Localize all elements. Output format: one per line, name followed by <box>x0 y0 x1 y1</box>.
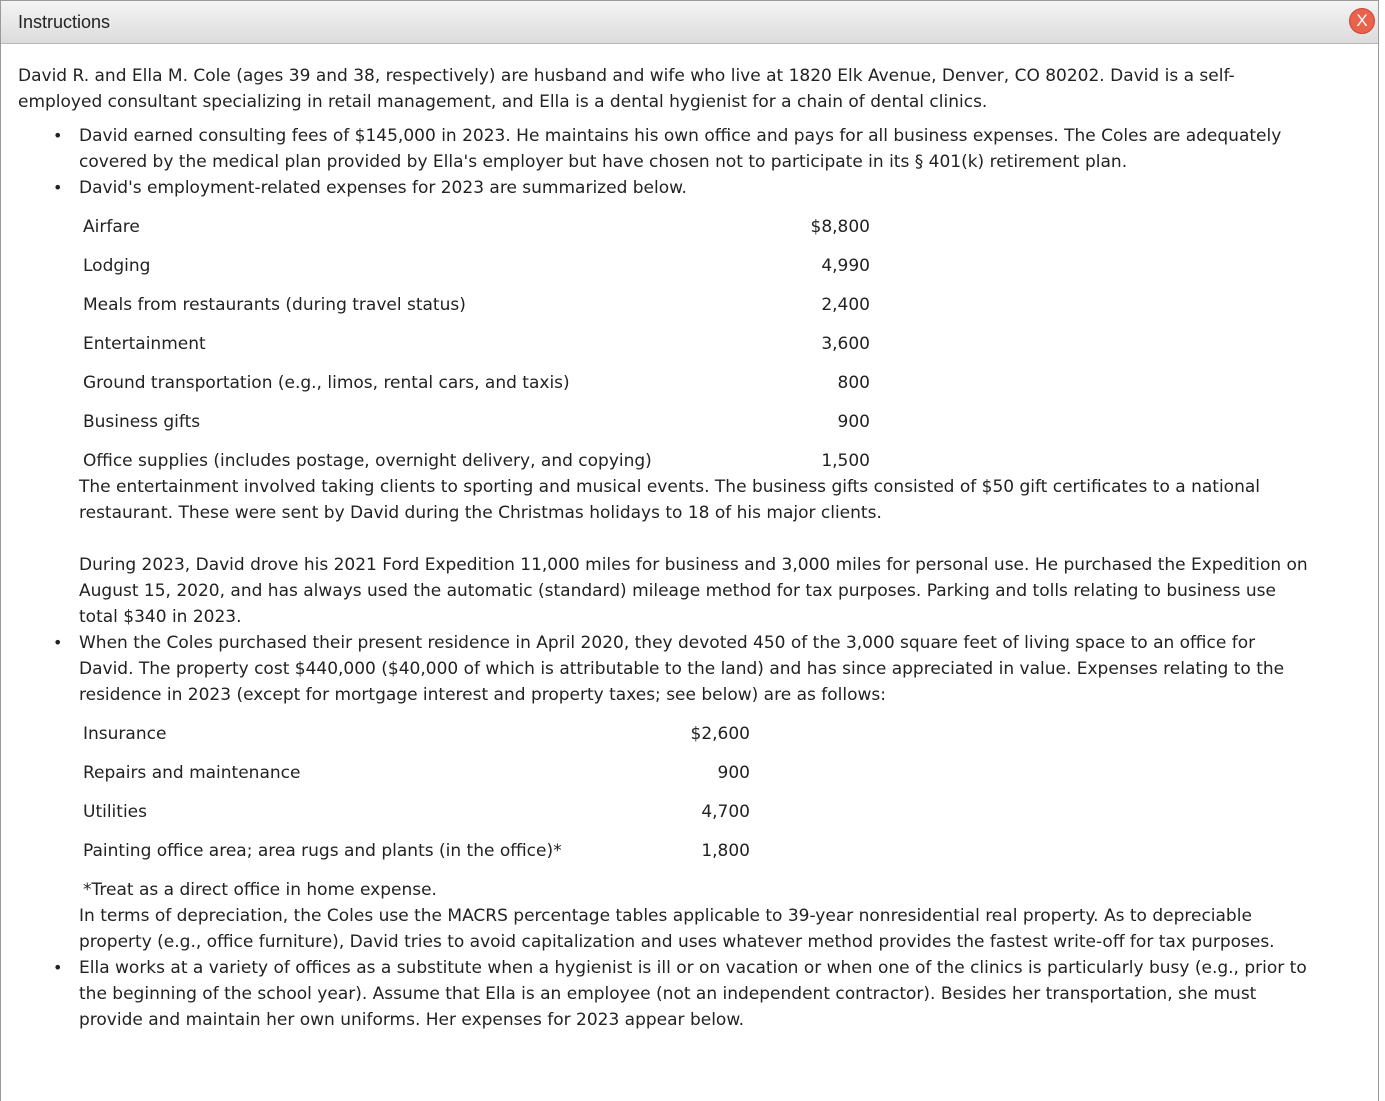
expense-amount: 3,600 <box>821 333 870 354</box>
table-row <box>83 246 870 285</box>
expense-label: Office supplies (includes postage, overnight delivery, and copying) <box>83 450 652 471</box>
expense-label: Airfare <box>83 216 140 237</box>
expense-amount: 800 <box>837 372 870 393</box>
expense-label: Lodging <box>83 255 151 276</box>
spacer <box>79 526 1308 552</box>
expense-label: Business gifts <box>83 411 201 432</box>
expense-amount: 4,990 <box>821 255 870 276</box>
table-row <box>83 831 750 870</box>
expense-amount: 1,800 <box>701 840 750 861</box>
window-title: Instructions <box>18 12 111 32</box>
bullet-home-office <box>79 630 1308 955</box>
table-row <box>83 402 870 441</box>
expense-label: Insurance <box>83 723 167 744</box>
expense-amount: 900 <box>837 411 870 432</box>
table-row <box>83 363 870 402</box>
expense-amount: 1,500 <box>821 450 870 471</box>
table-row <box>83 753 750 792</box>
bullet-text: Ella works at a variety of offices as a substitute when a hygienist is ill or on vacation or when one of the clinics is particularly busy (e.g., prior to the beginning of the school year). Assume that Ella is an employee (not an independent contractor). Besides her transportation, she must provide and maintain her own uniforms. Her expenses for 2023 appear below. <box>79 958 1307 1030</box>
expense-amount: 900 <box>717 762 750 783</box>
bullet-text: • When the Coles purchased their present residence in April 2020, they devoted 450 of the 3,000 square feet of living space to an office for David. The property cost $440,000 ($40,000 of which is attributable to the land) and has since appreciated in value. Expenses relating to the residence in 2023 (except for mortgage interest and property taxes; see below) are as follows: <box>79 633 1285 705</box>
expense-amount: 2,400 <box>821 294 870 315</box>
auto-expense-paragraph: During 2023, David drove his 2021 Ford Expedition 11,000 miles for business and 3,000 miles for personal use. He purchased the Expedition on August 15, 2020, and has always used the automatic (standard) mileage method for tax purposes. Parking and tolls relating to business use total $340 in 2023. <box>79 555 1308 627</box>
expense-amount: 4,700 <box>701 801 750 822</box>
footnote: *Treat as a direct office in home expense. <box>83 880 437 900</box>
expense-label: Entertainment <box>83 333 206 354</box>
table-row <box>83 792 750 831</box>
table-row <box>83 285 870 324</box>
close-button[interactable]: X <box>1349 8 1375 34</box>
instructions-content <box>18 44 1308 1033</box>
intro-paragraph: David R. and Ella M. Cole (ages 39 and 38, respectively) are husband and wife who live at 1820 Elk Avenue, Denver, CO 80202. David is a self-employed consultant specializing in retail management, and Ella is a dental hygienist for a chain of dental clinics. <box>18 66 1235 112</box>
bullet-ella-expenses <box>79 955 1308 1033</box>
expense-label: Meals from restaurants (during travel status) <box>83 294 466 315</box>
table-row <box>83 714 750 753</box>
bullet-david-expenses <box>79 175 1308 630</box>
title-bar <box>1 1 1378 44</box>
entertainment-note: The entertainment involved taking clients to sporting and musical events. The business gifts consisted of $50 gift certificates to a national restaurant. These were sent by David during the Christmas holidays to 18 of his major clients. <box>79 477 1260 523</box>
expense-label: Utilities <box>83 801 147 822</box>
david-expenses-table <box>83 207 870 480</box>
residence-expenses-table <box>83 714 750 870</box>
instruction-bullets <box>18 123 1308 1033</box>
expense-label: Repairs and maintenance <box>83 762 301 783</box>
expense-label: Ground transportation (e.g., limos, rental cars, and taxis) <box>83 372 570 393</box>
bullet-consulting-fees <box>79 123 1308 175</box>
expense-amount: $8,800 <box>810 216 870 237</box>
table-row <box>83 207 870 246</box>
expense-label: Painting office area; area rugs and plants (in the office)* <box>83 840 562 861</box>
bullet-text: • David's employment-related expenses for 2023 are summarized below. <box>79 178 687 198</box>
depreciation-paragraph: In terms of depreciation, the Coles use the MACRS percentage tables applicable to 39-year nonresidential real property. As to depreciable property (e.g., office furniture), David tries to avoid capitalization and uses whatever method provides the fastest write-off for tax purposes. <box>79 906 1275 952</box>
expense-amount: $2,600 <box>690 723 750 744</box>
table-row <box>83 324 870 363</box>
bullet-text: David earned consulting fees of $145,000 in 2023. He maintains his own office and pays for all business expenses. The Coles are adequately covered by the medical plan provided by Ella's employer but have chosen not to participate in its § 401(k) retirement plan. <box>79 126 1282 172</box>
